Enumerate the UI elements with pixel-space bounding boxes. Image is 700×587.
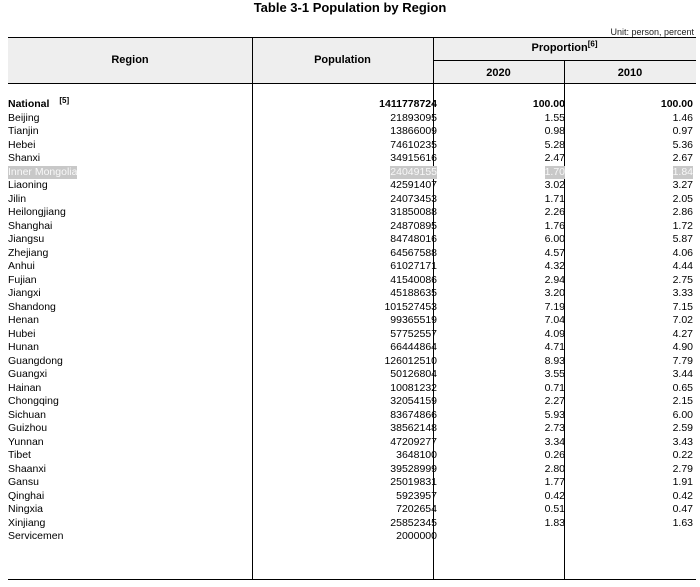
table-row — [8, 179, 696, 193]
cell-proportion-2010: 2.79 — [672, 462, 693, 475]
table-row — [8, 152, 696, 166]
cell-proportion-2010: 3.43 — [672, 435, 693, 448]
cell-population: 83674866 — [390, 408, 437, 421]
table-row — [8, 301, 696, 315]
table-row — [8, 287, 696, 301]
table-body — [8, 98, 696, 544]
cell-proportion-2010: 4.06 — [672, 246, 693, 259]
table-row — [8, 139, 696, 153]
table-row — [8, 463, 696, 477]
cell-population: 101527453 — [384, 300, 437, 313]
cell-proportion-2010: 0.22 — [672, 449, 693, 461]
cell-proportion-2010: 2.75 — [672, 273, 693, 286]
cell-population: 61027171 — [390, 260, 437, 272]
cell-region: Shaanxi — [8, 462, 46, 475]
header-divider — [252, 38, 253, 84]
cell-proportion-2010: 2.67 — [672, 152, 693, 164]
cell-proportion-2010: 2.05 — [672, 192, 693, 205]
cell-population: 42591407 — [390, 179, 437, 191]
cell-population: 74610235 — [390, 138, 437, 151]
table-bottom-rule — [8, 579, 696, 580]
cell-region: Shandong — [8, 300, 56, 313]
cell-proportion-2020: 4.09 — [544, 327, 565, 340]
cell-proportion-2010: 0.42 — [672, 489, 693, 502]
cell-proportion-2020: 1.76 — [544, 219, 565, 232]
cell-population: 64567588 — [390, 246, 437, 259]
cell-region: Hubei — [8, 327, 36, 340]
cell-proportion-2010: 5.87 — [672, 233, 693, 245]
cell-proportion-2010: 3.33 — [672, 287, 693, 299]
header-year-2020: 2020 — [486, 67, 511, 79]
cell-population: 57752557 — [390, 327, 437, 340]
cell-population: 50126804 — [390, 368, 437, 380]
cell-proportion-2020: 1.83 — [544, 516, 565, 529]
cell-population: 3648100 — [396, 449, 437, 461]
cell-population: 2000000 — [396, 530, 437, 542]
cell-region: Jiangsu — [8, 233, 45, 245]
cell-proportion-2020: 2.26 — [544, 206, 565, 218]
cell-proportion-2020: 1.77 — [544, 476, 565, 488]
cell-proportion-2010: 1.72 — [672, 219, 693, 232]
cell-proportion-2010: 2.59 — [672, 422, 693, 434]
cell-proportion-2010: 3.44 — [672, 368, 693, 380]
cell-region: Chongqing — [8, 395, 59, 407]
table-row — [8, 260, 696, 274]
table-row — [8, 233, 696, 247]
cell-region: Sichuan — [8, 408, 46, 421]
cell-proportion-2010: 6.00 — [672, 408, 693, 421]
cell-proportion-2010: 7.79 — [672, 354, 693, 367]
table-row — [8, 517, 696, 531]
cell-proportion-2020: 2.47 — [544, 152, 565, 164]
cell-region: Fujian — [8, 273, 37, 286]
cell-region: Jiangxi — [8, 287, 41, 299]
cell-proportion-2020: 4.57 — [544, 246, 565, 259]
cell-proportion-2020: 2.80 — [544, 462, 565, 475]
table-row — [8, 382, 696, 396]
cell-population: 24049155 — [390, 165, 437, 178]
table-row — [8, 490, 696, 504]
table-header — [8, 37, 696, 84]
table-row: National [5] 1411778724 100.00 100.00 — [8, 96, 693, 110]
cell-proportion-2020: 5.28 — [544, 138, 565, 151]
cell-region: Yunnan — [8, 435, 44, 448]
cell-proportion-2020: 4.32 — [544, 260, 565, 272]
header-population: Population — [314, 54, 371, 66]
cell-proportion-2020: 3.02 — [544, 179, 565, 191]
cell-proportion-2020: 8.93 — [544, 354, 565, 367]
table-row — [8, 368, 696, 382]
table-row — [8, 206, 696, 220]
table-row — [8, 530, 696, 544]
table-row — [8, 112, 696, 126]
table-row — [8, 274, 696, 288]
cell-proportion-2020: 1.55 — [544, 111, 565, 124]
header-year-2010: 2010 — [617, 67, 643, 79]
cell-proportion-2020: 3.20 — [544, 287, 565, 299]
cell-population: 126012510 — [384, 354, 437, 367]
table-row — [8, 436, 696, 450]
cell-proportion-2010: 1.46 — [672, 111, 693, 124]
cell-proportion-2010: 7.15 — [672, 300, 693, 313]
header-proportion — [433, 39, 696, 54]
cell-region: Servicemen — [8, 530, 64, 542]
cell-proportion-2020: 6.00 — [544, 233, 565, 245]
cell-proportion-2020: 7.04 — [544, 314, 565, 326]
cell-region: Henan — [8, 314, 39, 326]
header-divider — [433, 60, 696, 61]
cell-population: 24870895 — [390, 219, 437, 232]
cell-population: 25852345 — [390, 516, 437, 529]
cell-region: Beijing — [8, 111, 40, 124]
cell-proportion-2010: 1.91 — [672, 476, 693, 488]
cell-population: 31850088 — [390, 206, 437, 218]
header-proportion-label: Proportion — [531, 42, 588, 54]
cell-proportion-2010: 0.65 — [672, 381, 693, 394]
cell-proportion-2010: 4.90 — [672, 341, 693, 353]
cell-population: 84748016 — [390, 233, 437, 245]
cell-region: Qinghai — [8, 489, 45, 502]
cell-proportion-2020: 1.70 — [544, 165, 565, 178]
table-row — [8, 314, 696, 328]
table-row — [8, 409, 696, 423]
unit-label: Unit: person, percent — [610, 27, 694, 37]
cell-region: Shanghai — [8, 219, 53, 232]
cell-proportion-2010: 1.84 — [672, 165, 693, 178]
cell-proportion-2010: 4.44 — [672, 260, 693, 272]
cell-population: 99365519 — [390, 314, 437, 326]
cell-population: 5923957 — [396, 489, 437, 502]
table-row — [8, 247, 696, 261]
cell-population: 45188635 — [390, 287, 437, 299]
table-row — [8, 355, 696, 369]
cell-proportion-2020: 7.19 — [544, 300, 565, 313]
cell-proportion-2020: 100.00 — [532, 98, 565, 110]
cell-region: Shanxi — [8, 152, 41, 164]
cell-region: Hebei — [8, 138, 36, 151]
cell-population: 34915616 — [390, 152, 437, 164]
cell-population: 1411778724 — [379, 98, 437, 110]
cell-proportion-2010: 1.63 — [672, 516, 693, 529]
cell-region: Inner Mongolia — [8, 165, 78, 178]
cell-population: 66444864 — [390, 341, 437, 353]
table-row — [8, 341, 696, 355]
cell-region: Heilongjiang — [8, 206, 66, 218]
cell-population: 7202654 — [396, 503, 437, 515]
cell-population: 25019831 — [390, 476, 437, 488]
cell-proportion-2010: 0.97 — [672, 125, 693, 137]
cell-region: Gansu — [8, 476, 39, 488]
cell-proportion-2020: 2.27 — [544, 395, 565, 407]
cell-proportion-2020: 0.98 — [544, 125, 565, 137]
cell-proportion-2020: 2.94 — [544, 273, 565, 286]
cell-region: Tibet — [8, 449, 31, 461]
cell-population: 13866009 — [390, 125, 437, 137]
cell-proportion-2010: 7.02 — [672, 314, 693, 326]
cell-region: Tianjin — [8, 125, 39, 137]
table-row — [8, 422, 696, 436]
cell-region: National — [8, 98, 50, 110]
header-proportion-note: [6] — [587, 39, 598, 49]
cell-population: 38562148 — [390, 422, 437, 434]
cell-proportion-2020: 1.71 — [544, 192, 565, 205]
table-row — [8, 328, 696, 342]
table-row — [8, 449, 696, 463]
cell-proportion-2020: 5.93 — [544, 408, 565, 421]
cell-proportion-2010: 100.00 — [660, 98, 693, 110]
cell-population: 47209277 — [390, 435, 437, 448]
cell-region: Hainan — [8, 381, 42, 394]
cell-region: Zhejiang — [8, 246, 49, 259]
header-region: Region — [111, 54, 149, 66]
table-row — [8, 125, 696, 139]
cell-proportion-2010: 4.27 — [672, 327, 693, 340]
table-row — [8, 193, 696, 207]
cell-region: Guangdong — [8, 354, 63, 367]
cell-proportion-2020: 0.42 — [544, 489, 565, 502]
cell-region: Guangxi — [8, 368, 48, 380]
cell-population: 41540086 — [390, 273, 437, 286]
cell-proportion-2010: 2.15 — [672, 395, 693, 407]
cell-proportion-2020: 2.73 — [544, 422, 565, 434]
cell-proportion-2020: 4.71 — [544, 341, 565, 353]
header-divider — [564, 60, 565, 84]
cell-population: 21893095 — [390, 111, 437, 124]
cell-proportion-2020: 3.34 — [544, 435, 565, 448]
cell-region: Liaoning — [8, 179, 48, 191]
cell-population: 10081232 — [390, 381, 437, 394]
cell-proportion-2010: 5.36 — [672, 138, 693, 151]
cell-proportion-2010: 2.86 — [672, 206, 693, 218]
cell-proportion-2020: 0.51 — [544, 503, 565, 515]
cell-region: Anhui — [8, 260, 35, 272]
table-row — [8, 395, 696, 409]
cell-proportion-2020: 3.55 — [544, 368, 565, 380]
table-row — [8, 476, 696, 490]
cell-region: Ningxia — [8, 503, 44, 515]
table-row — [8, 166, 696, 180]
cell-proportion-2020: 0.26 — [544, 449, 565, 461]
cell-region: Hunan — [8, 341, 39, 353]
table-row — [8, 503, 696, 517]
cell-proportion-2010: 0.47 — [672, 503, 693, 515]
header-divider — [433, 38, 434, 84]
table-title: Table 3-1 Population by Region — [253, 0, 447, 15]
cell-region: Guizhou — [8, 422, 48, 434]
table-row — [8, 220, 696, 234]
cell-population: 24073453 — [390, 192, 437, 205]
cell-region: Jilin — [8, 192, 27, 205]
cell-population: 39528999 — [390, 462, 437, 475]
cell-proportion-2010: 3.27 — [672, 179, 693, 191]
cell-proportion-2020: 0.71 — [544, 381, 565, 394]
cell-region: Xinjiang — [8, 516, 46, 529]
cell-population: 32054159 — [390, 395, 437, 407]
